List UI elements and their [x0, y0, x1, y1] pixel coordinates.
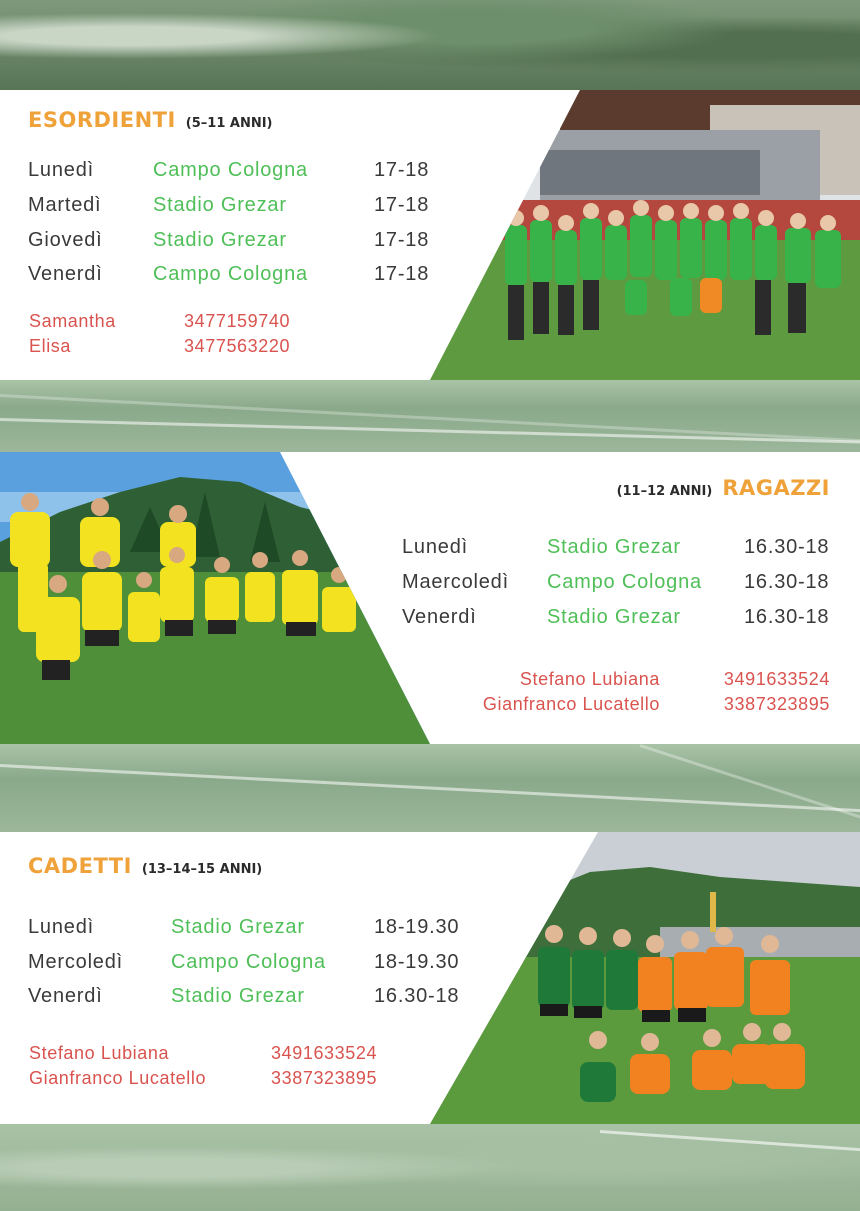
schedule-day: Lunedì — [28, 916, 94, 938]
schedule-time: 16.30-18 — [744, 571, 830, 593]
contact-phone[interactable]: 3491633524 — [271, 1043, 378, 1063]
track-line — [0, 418, 860, 445]
schedule-time: 17-18 — [374, 194, 430, 216]
schedule-time: 17-18 — [374, 159, 430, 181]
contact-name: Gianfranco Lucatello — [29, 1068, 207, 1088]
cadetti-age: (13–14–15 ANNI) — [141, 862, 263, 877]
esordienti-heading — [28, 108, 273, 132]
schedule-day: Venerdì — [402, 606, 477, 628]
schedule-day: Martedì — [28, 194, 102, 216]
schedule-place: Campo Cologna — [153, 159, 308, 181]
esordienti-panel — [0, 90, 860, 380]
schedule-place: Stadio Grezar — [153, 229, 287, 251]
track-background-band — [0, 744, 860, 832]
bottom-background-band — [0, 1124, 860, 1211]
schedule-place: Campo Cologna — [171, 951, 326, 973]
track-line — [0, 764, 860, 814]
cadetti-title: CADETTI — [28, 854, 132, 878]
ragazzi-panel — [0, 452, 860, 744]
ragazzi-heading — [617, 476, 830, 500]
schedule-time: 16.30-18 — [744, 536, 830, 558]
ragazzi-team-photo — [0, 452, 430, 744]
track-line — [600, 1130, 860, 1154]
schedule-place: Campo Cologna — [547, 571, 702, 593]
schedule-day: Lunedì — [402, 536, 468, 558]
track-line — [640, 744, 860, 827]
schedule-place: Stadio Grezar — [547, 536, 681, 558]
schedule-day: Mercoledì — [28, 951, 124, 973]
schedule-place: Stadio Grezar — [153, 194, 287, 216]
cadetti-panel — [0, 832, 860, 1124]
ragazzi-title: RAGAZZI — [722, 476, 830, 500]
contact-phone[interactable]: 3491633524 — [723, 669, 830, 689]
contact-name: Stefano Lubiana — [519, 669, 660, 689]
cadetti-heading — [28, 854, 262, 878]
schedule-day: Maercoledì — [402, 571, 509, 593]
track-background-band — [0, 380, 860, 452]
contact-name: Stefano Lubiana — [29, 1043, 170, 1063]
top-background-band — [0, 0, 860, 90]
contact-name: Elisa — [29, 336, 72, 356]
schedule-day: Venerdì — [28, 985, 103, 1007]
ragazzi-age: (11–12 ANNI) — [616, 484, 713, 499]
schedule-place: Stadio Grezar — [171, 985, 305, 1007]
schedule-day: Lunedì — [28, 159, 94, 181]
schedule-place: Stadio Grezar — [171, 916, 305, 938]
cadetti-team-photo — [430, 832, 860, 1124]
contact-phone[interactable]: 3477563220 — [184, 336, 291, 356]
esordienti-age: (5–11 ANNI) — [185, 116, 273, 131]
schedule-time: 18-19.30 — [374, 951, 460, 973]
esordienti-team-photo — [430, 90, 860, 380]
schedule-time: 17-18 — [374, 263, 430, 285]
contact-name: Gianfranco Lucatello — [482, 694, 660, 714]
contact-phone[interactable]: 3387323895 — [271, 1068, 378, 1088]
schedule-day: Giovedì — [28, 229, 103, 251]
schedule-time: 17-18 — [374, 229, 430, 251]
schedule-time: 16.30-18 — [744, 606, 830, 628]
schedule-place: Campo Cologna — [153, 263, 308, 285]
contact-phone[interactable]: 3387323895 — [723, 694, 830, 714]
schedule-time: 16.30-18 — [374, 985, 460, 1007]
contact-phone[interactable]: 3477159740 — [184, 311, 291, 331]
contact-name: Samantha — [29, 311, 116, 331]
schedule-time: 18-19.30 — [374, 916, 460, 938]
schedule-place: Stadio Grezar — [547, 606, 681, 628]
schedule-day: Venerdì — [28, 263, 103, 285]
esordienti-title: ESORDIENTI — [28, 108, 176, 132]
